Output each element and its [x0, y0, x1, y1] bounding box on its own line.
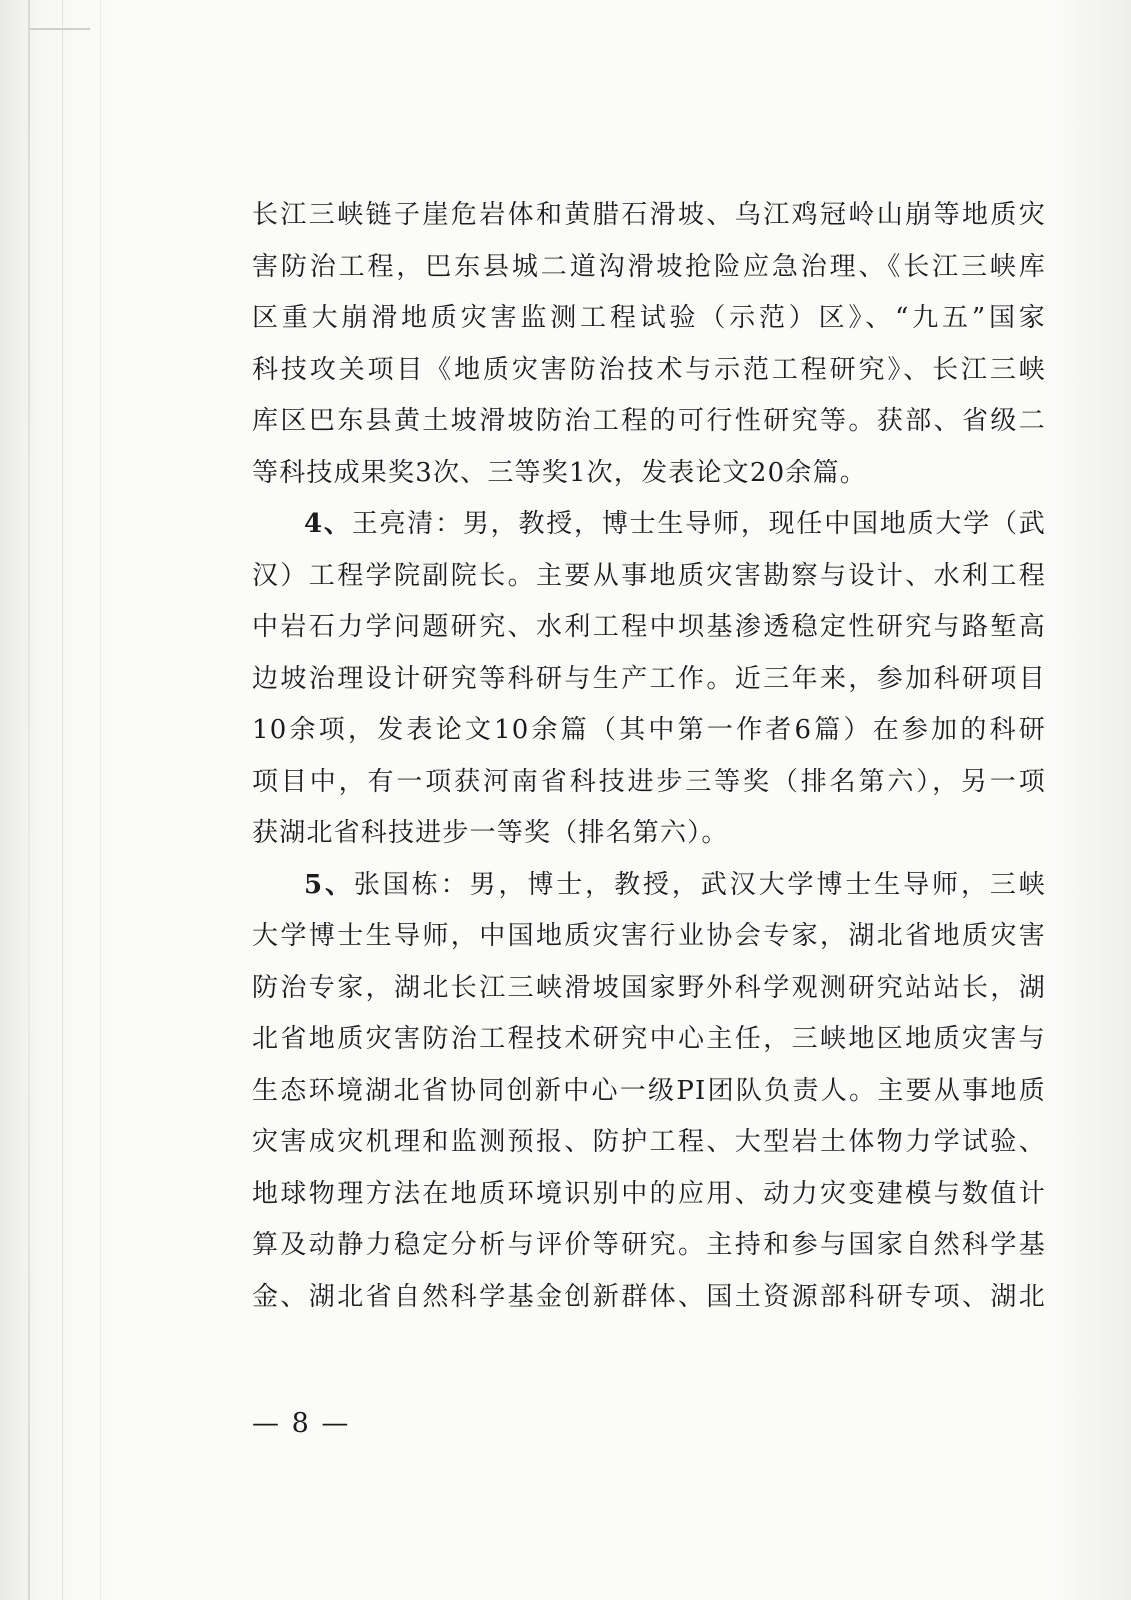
text-line: 大学博士生导师，中国地质灾害行业协会专家，湖北省地质灾害: [252, 921, 1046, 951]
text-line: 等科技成果奖3次、三等奖1次，发表论文20余篇。: [252, 457, 867, 488]
text-line: 汉）工程学院副院长。主要从事地质灾害勘察与设计、水利工程: [252, 560, 1046, 591]
text-line: 10余项，发表论文10余篇（其中第一作者6篇）在参加的科研: [252, 715, 1046, 745]
paragraph-member-5: [252, 860, 1046, 1324]
page-edge-shadow: [28, 0, 30, 1600]
text-line: 金、湖北省自然科学基金创新群体、国土资源部科研专项、湖北: [252, 1281, 1046, 1312]
text-line: 长江三峡链子崖危岩体和黄腊石滑坡、乌江鸡冠岭山崩等地质灾: [252, 200, 1046, 230]
text-line: [252, 499, 1046, 551]
text-line: 生态环境湖北省协同创新中心一级PI团队负责人。主要从事地质: [252, 1075, 1046, 1106]
item-number: 4、: [304, 509, 352, 539]
text-line: [252, 860, 1046, 912]
paragraph-member-4: [252, 499, 1046, 860]
text-line: 中岩石力学问题研究、水利工程中坝基渗透稳定性研究与路堑高: [252, 612, 1046, 642]
paragraph-continuation: [252, 190, 1046, 499]
page-number: — 8 —: [252, 1408, 351, 1439]
text-line: 算及动静力稳定分析与评价等研究。主持和参与国家自然科学基: [252, 1230, 1046, 1260]
text-line-content: 张国栋：男，博士，教授，武汉大学博士生导师，三峡: [353, 869, 1046, 900]
text-line: 灾害成灾机理和监测预报、防护工程、大型岩土体物力学试验、: [252, 1127, 1046, 1157]
item-number: 5、: [304, 869, 354, 900]
text-line-content: 王亮清：男，教授，博士生导师，现任中国地质大学（武: [351, 509, 1046, 539]
document-body: [252, 190, 1046, 1323]
page-edge-shadow: [100, 0, 101, 1600]
text-line: 项目中，有一项获河南省科技进步三等奖（排名第六），另一项: [252, 766, 1046, 797]
text-line: 获湖北省科技进步一等奖（排名第六）。: [252, 818, 729, 848]
text-line: 防治专家，湖北长江三峡滑坡国家野外科学观测研究站站长，湖: [252, 972, 1046, 1003]
scan-mark: [30, 28, 90, 30]
text-line: 地球物理方法在地质环境识别中的应用、动力灾变建模与数值计: [252, 1178, 1046, 1209]
text-line: 边坡治理设计研究等科研与生产工作。近三年来，参加科研项目: [252, 663, 1046, 694]
text-line: 库区巴东县黄土坡滑坡防治工程的可行性研究等。获部、省级二: [252, 406, 1046, 436]
text-line: 北省地质灾害防治工程技术研究中心主任，三峡地区地质灾害与: [252, 1024, 1046, 1054]
text-line: 害防治工程，巴东县城二道沟滑坡抢险应急治理、《长江三峡库: [252, 251, 1046, 282]
page-edge-shadow: [62, 0, 63, 1600]
text-line: 科技攻关项目《地质灾害防治技术与示范工程研究》、长江三峡: [252, 354, 1046, 385]
text-line: 区重大崩滑地质灾害监测工程试验（示范）区》、“九五”国家: [252, 303, 1046, 333]
